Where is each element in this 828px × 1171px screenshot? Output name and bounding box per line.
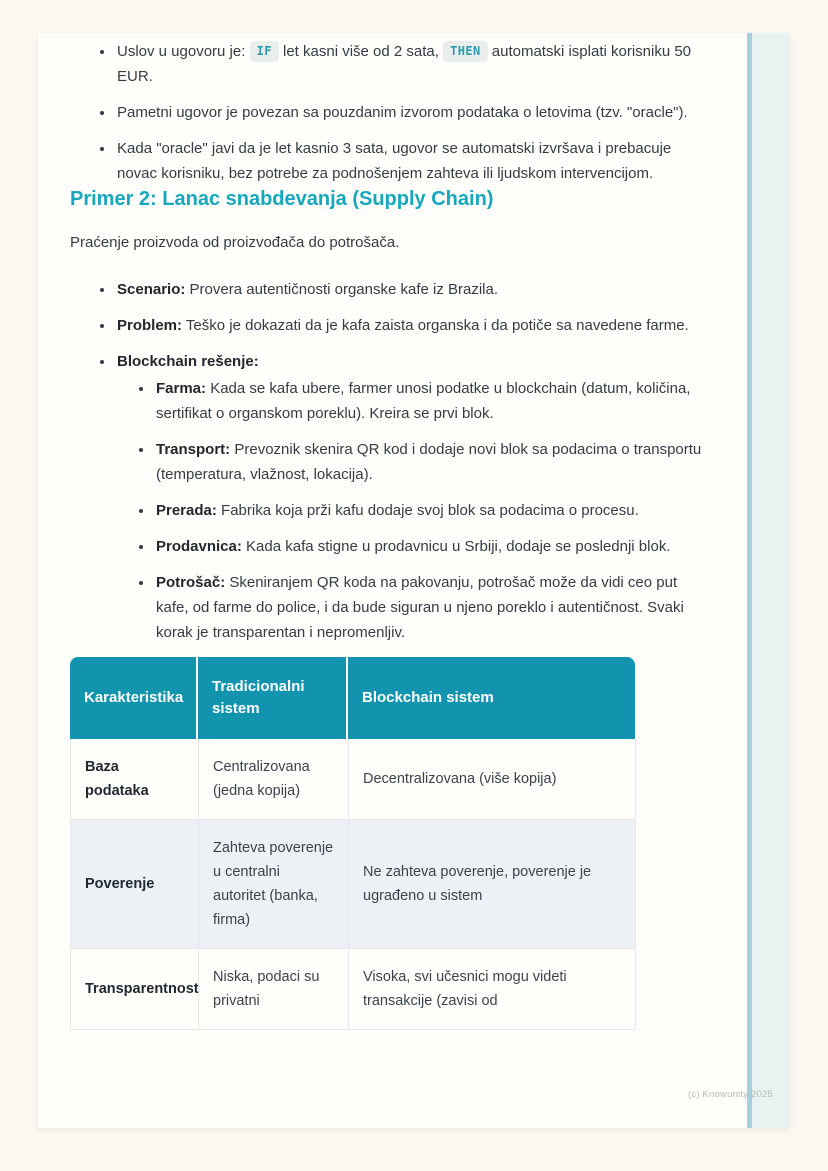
table-header-cell: Blockchain sistem xyxy=(362,689,494,706)
table-cell: Niska, podaci su privatni xyxy=(199,949,349,1030)
document-card xyxy=(38,33,790,1128)
table-cell: Zahteva poverenje u centralni autoritet (banka, firma) xyxy=(199,820,349,949)
bullet-text: Kada "oracle" javi da je let kasnio 3 sata, ugovor se automatski izvršava i prebacuje novac korisniku, bez potrebe za podnošenjem zahteva ili ljudskom intervencijom. xyxy=(117,140,672,182)
comparison-table xyxy=(70,657,635,1030)
list-item-oracle xyxy=(115,136,710,186)
list-item-scenario xyxy=(115,277,710,302)
supply-chain-bullet-list xyxy=(70,277,710,645)
bullet-text: Prevoznik skenira QR kod i dodaje novi blok sa podacima o transportu (temperatura, vlažnost, lokacija). xyxy=(156,441,702,483)
bullet-label: Farma: xyxy=(156,380,207,397)
table-header-cell: Tradicionalni sistem xyxy=(198,657,348,739)
intro-bullet-list xyxy=(70,39,710,186)
inline-code-if: IF xyxy=(250,41,279,62)
bullet-text: let kasni više od 2 sata, xyxy=(283,43,439,60)
list-item-farma xyxy=(154,376,710,426)
list-item-pametni-ugovor xyxy=(115,100,710,125)
table-cell: Visoka, svi učesnici mogu videti transakcije (zavisi od xyxy=(349,949,636,1030)
table-cell: Ne zahteva poverenje, poverenje je ugrađeno u sistem xyxy=(349,820,636,949)
inline-code-then: THEN xyxy=(443,41,488,62)
list-item-potrosac xyxy=(154,570,710,645)
bullet-text: Fabrika koja prži kafu dodaje svoj blok sa podacima o procesu. xyxy=(221,502,639,519)
table-row xyxy=(70,739,635,820)
list-item-prodavnica xyxy=(154,534,710,559)
bullet-text: automatski isplati korisniku 50 EUR. xyxy=(117,43,692,85)
bullet-label: Prerada: xyxy=(156,502,217,519)
bullet-text: Kada kafa stigne u prodavnicu u Srbiji, dodaje se poslednji blok. xyxy=(246,538,671,555)
bullet-label: Problem: xyxy=(117,317,183,334)
section-heading: Primer 2: Lanac snabdevanja (Supply Chain) xyxy=(70,188,494,210)
table-cell: Transparentnost xyxy=(71,949,199,1030)
table-row xyxy=(70,949,635,1030)
table-header-row xyxy=(70,657,635,739)
list-item-prerada xyxy=(154,498,710,523)
page-edge-strip xyxy=(752,33,790,1128)
blockchain-steps-list xyxy=(117,376,710,645)
bullet-label: Blockchain rešenje: xyxy=(117,353,259,370)
list-item-uslov xyxy=(115,39,710,89)
copyright-watermark: (c) Knowunity 2025 xyxy=(688,1089,773,1100)
table-header-cell: Karakteristika xyxy=(70,657,198,739)
bullet-label: Scenario: xyxy=(117,281,186,298)
bullet-text: Uslov u ugovoru je: xyxy=(117,43,246,60)
document-content xyxy=(38,33,710,1030)
bullet-text: Kada se kafa ubere, farmer unosi podatke u blockchain (datum, količina, sertifikat o organskom poreklu). Kreira se prvi blok. xyxy=(156,380,691,422)
list-item-transport xyxy=(154,437,710,487)
list-item-problem xyxy=(115,313,710,338)
table-cell: Centralizovana (jedna kopija) xyxy=(199,739,349,820)
table-cell: Poverenje xyxy=(71,820,199,949)
bullet-text: Skeniranjem QR koda na pakovanju, potrošač može da vidi ceo put kafe, od farme do police, i da bude siguran u njeno poreklo i autentičnost. Svaki korak je transparentan i nepromenljiv. xyxy=(156,574,684,641)
table-row xyxy=(70,820,635,949)
bullet-label: Potrošač: xyxy=(156,574,226,591)
bullet-text: Teško je dokazati da je kafa zaista organska i da potiče sa navedene farme. xyxy=(185,317,689,334)
bullet-label: Transport: xyxy=(156,441,231,458)
list-item-blockchain-resenje xyxy=(115,349,710,645)
table-cell: Baza podataka xyxy=(71,739,199,820)
bullet-label: Prodavnica: xyxy=(156,538,242,555)
bullet-text: Pametni ugovor je povezan sa pouzdanim izvorom podataka o letovima (tzv. "oracle"). xyxy=(117,104,688,121)
intro-paragraph: Praćenje proizvoda od proizvođača do potrošača. xyxy=(70,234,400,251)
bullet-text: Provera autentičnosti organske kafe iz Brazila. xyxy=(189,281,499,298)
table-cell: Decentralizovana (više kopija) xyxy=(349,739,636,820)
